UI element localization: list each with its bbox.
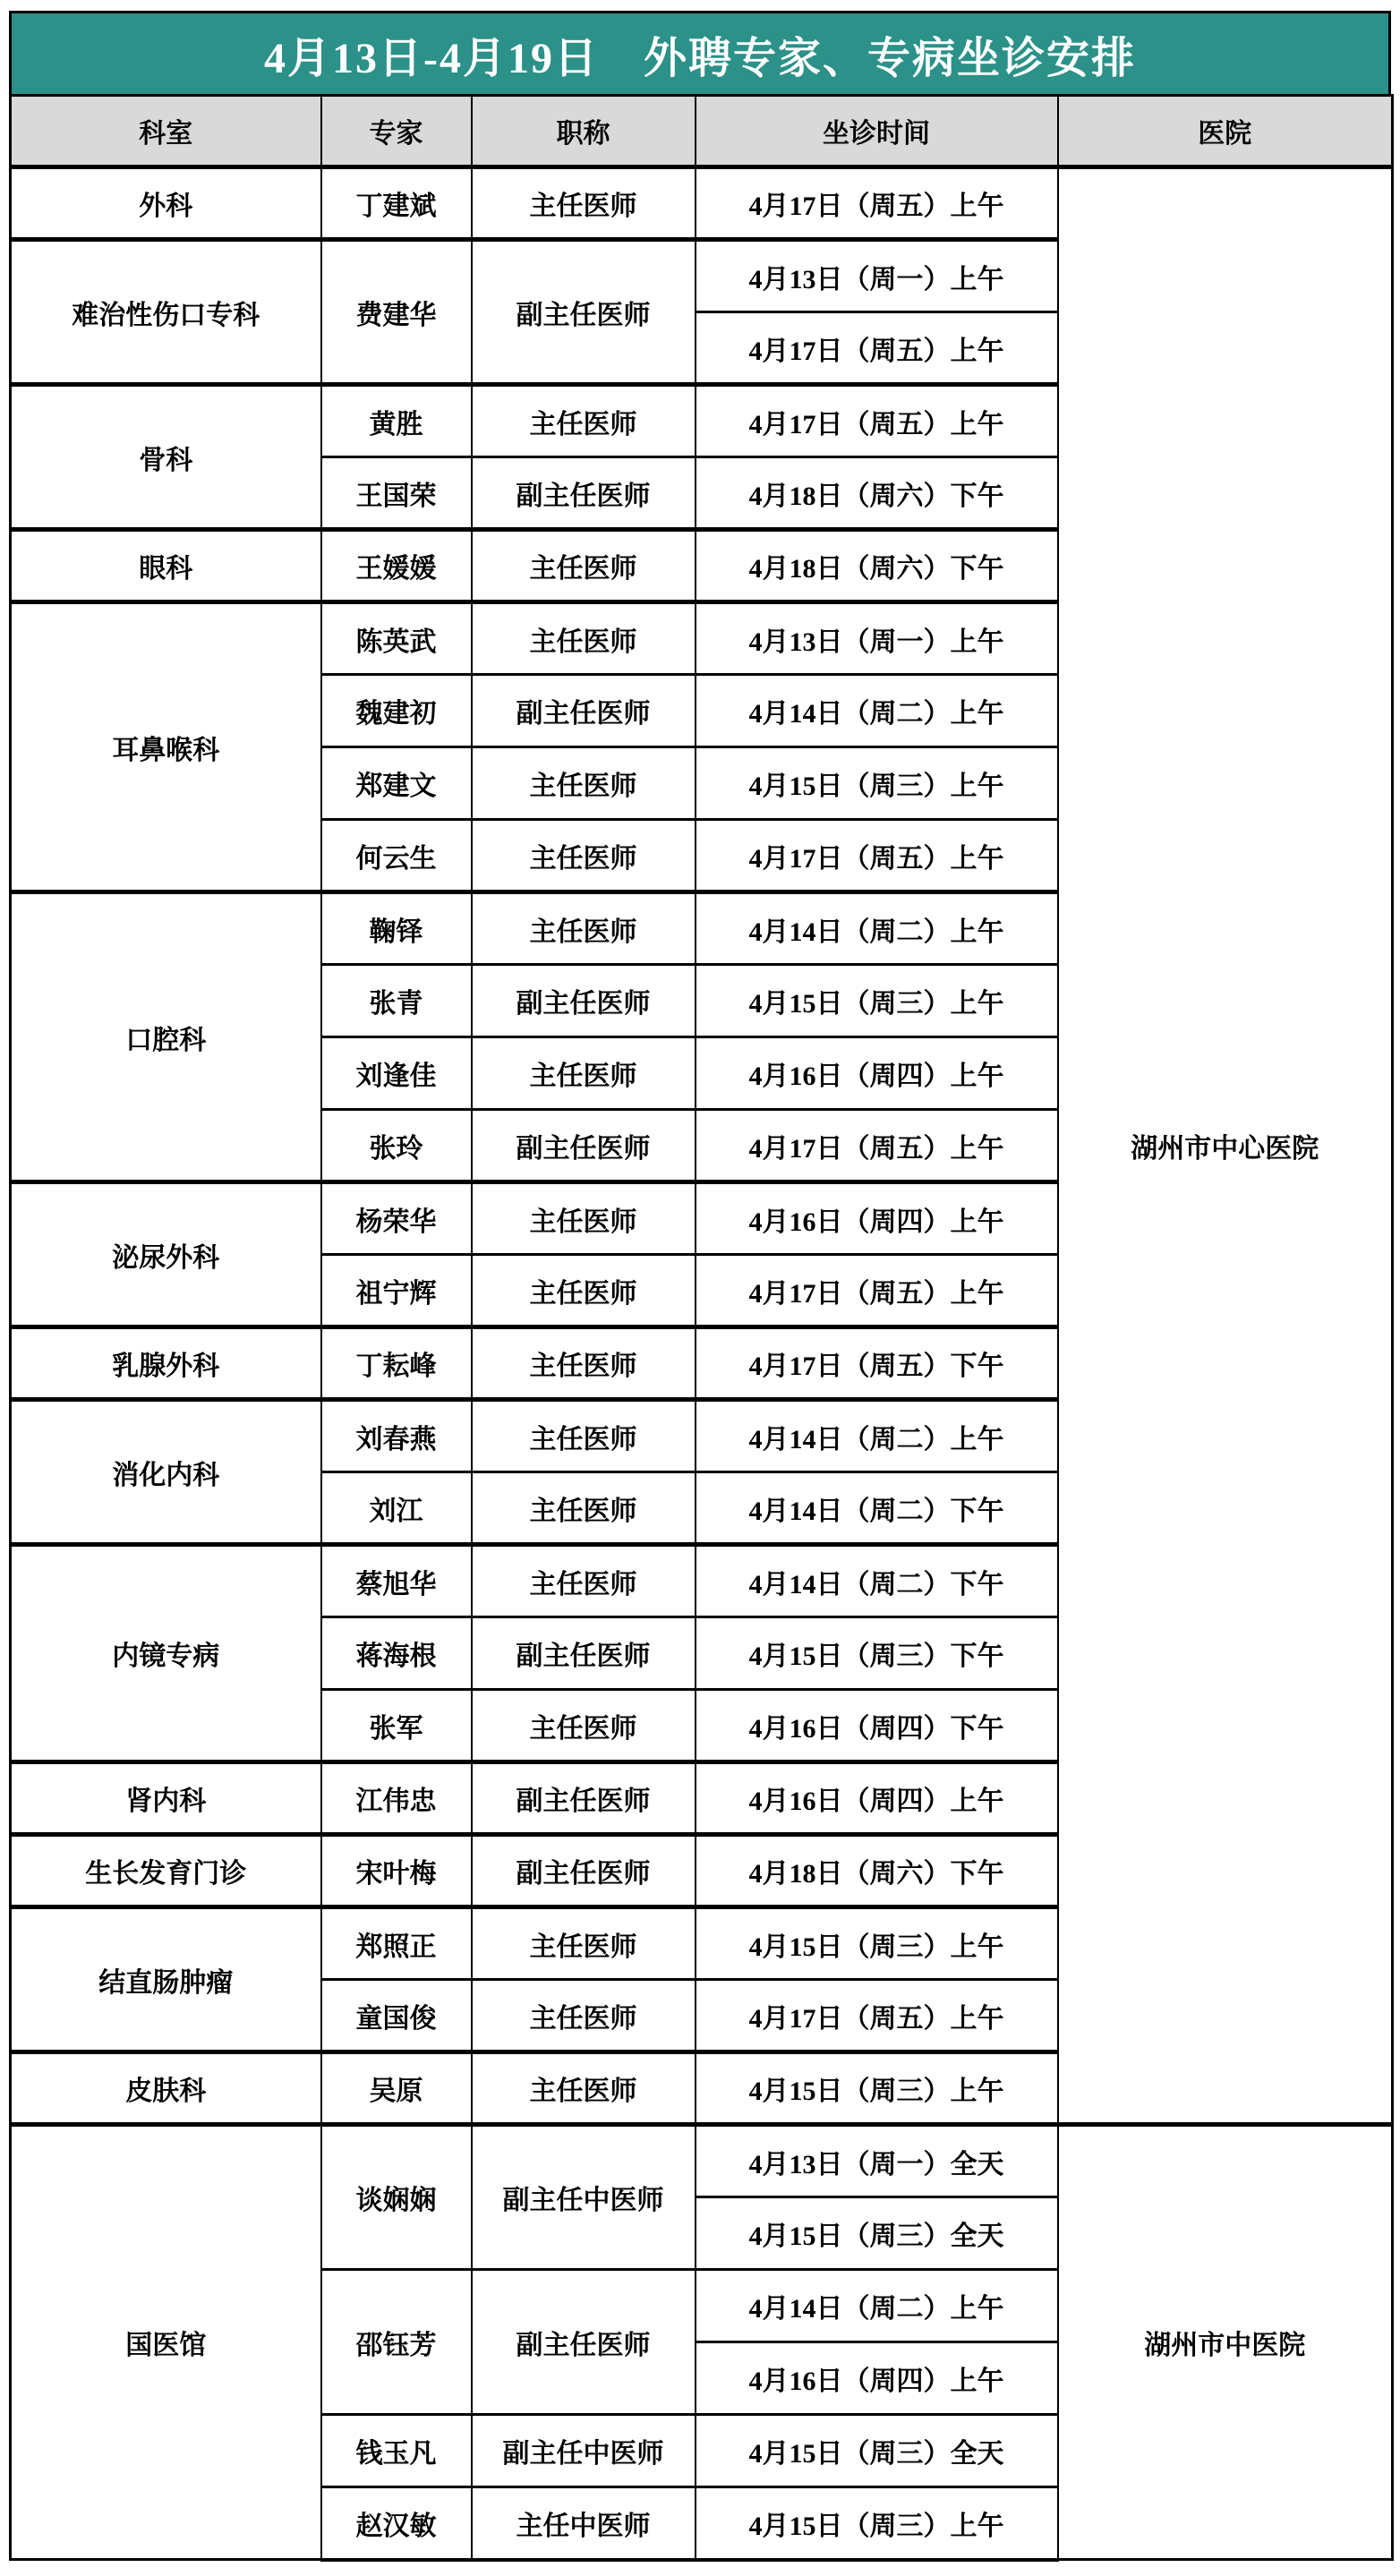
expert-cell: 赵汉敏 — [321, 2487, 472, 2560]
job-title-cell: 副主任医师 — [472, 1762, 696, 1835]
job-title-cell: 主任医师 — [472, 1400, 696, 1472]
job-title-cell: 副主任医师 — [472, 965, 696, 1037]
table-row — [11, 2125, 1393, 2197]
expert-cell: 丁耘峰 — [321, 1327, 472, 1400]
job-title-cell: 副主任医师 — [472, 1110, 696, 1182]
schedule-page — [9, 11, 1391, 2562]
time-cell: 4月15日（周三）全天 — [696, 2415, 1058, 2487]
expert-cell: 王媛媛 — [321, 530, 472, 602]
department-cell: 泌尿外科 — [11, 1182, 321, 1327]
department-cell: 难治性伤口专科 — [11, 240, 321, 385]
time-cell: 4月17日（周五）下午 — [696, 1327, 1058, 1400]
time-cell: 4月16日（周四）下午 — [696, 1690, 1058, 1762]
expert-cell: 吴原 — [321, 2052, 472, 2125]
department-cell: 国医馆 — [11, 2125, 321, 2560]
job-title-cell: 主任医师 — [472, 1472, 696, 1545]
time-cell: 4月17日（周五）上午 — [696, 1255, 1058, 1327]
time-cell: 4月17日（周五）上午 — [696, 312, 1058, 385]
expert-cell: 谈娴娴 — [321, 2125, 472, 2270]
time-cell: 4月15日（周三）上午 — [696, 1907, 1058, 1980]
time-cell: 4月14日（周二）上午 — [696, 1400, 1058, 1472]
time-cell: 4月15日（周三）下午 — [696, 1617, 1058, 1690]
job-title-cell: 主任医师 — [472, 167, 696, 240]
department-cell: 生长发育门诊 — [11, 1835, 321, 1907]
time-cell: 4月17日（周五）上午 — [696, 385, 1058, 457]
department-cell: 肾内科 — [11, 1762, 321, 1835]
page-title: 4月13日-4月19日 外聘专家、专病坐诊安排 — [9, 11, 1391, 94]
department-cell: 结直肠肿瘤 — [11, 1907, 321, 2052]
job-title-cell: 主任医师 — [472, 1327, 696, 1400]
job-title-cell: 主任医师 — [472, 530, 696, 602]
job-title-cell: 副主任中医师 — [472, 2415, 696, 2487]
expert-cell: 刘春燕 — [321, 1400, 472, 1472]
department-cell: 口腔科 — [11, 892, 321, 1182]
department-cell: 耳鼻喉科 — [11, 602, 321, 892]
department-cell: 皮肤科 — [11, 2052, 321, 2125]
department-cell: 骨科 — [11, 385, 321, 530]
expert-cell: 魏建初 — [321, 675, 472, 747]
time-cell: 4月13日（周一）上午 — [696, 240, 1058, 312]
job-title-cell: 主任医师 — [472, 1037, 696, 1110]
time-cell: 4月15日（周三）全天 — [696, 2197, 1058, 2270]
time-cell: 4月16日（周四）上午 — [696, 1182, 1058, 1255]
time-cell: 4月15日（周三）上午 — [696, 965, 1058, 1037]
job-title-cell: 主任医师 — [472, 1690, 696, 1762]
expert-cell: 祖宁辉 — [321, 1255, 472, 1327]
header-row — [11, 96, 1393, 167]
col-header-department: 科室 — [11, 96, 321, 167]
expert-cell: 张玲 — [321, 1110, 472, 1182]
job-title-cell: 副主任医师 — [472, 2270, 696, 2415]
department-cell: 乳腺外科 — [11, 1327, 321, 1400]
time-cell: 4月15日（周三）上午 — [696, 747, 1058, 820]
expert-cell: 费建华 — [321, 240, 472, 385]
department-cell: 内镜专病 — [11, 1545, 321, 1762]
table-row — [11, 167, 1393, 240]
table-body — [11, 167, 1393, 2560]
time-cell: 4月15日（周三）上午 — [696, 2487, 1058, 2560]
expert-cell: 何云生 — [321, 820, 472, 892]
expert-cell: 刘江 — [321, 1472, 472, 1545]
col-header-time: 坐诊时间 — [696, 96, 1058, 167]
time-cell: 4月17日（周五）上午 — [696, 167, 1058, 240]
time-cell: 4月17日（周五）上午 — [696, 1980, 1058, 2052]
expert-cell: 丁建斌 — [321, 167, 472, 240]
time-cell: 4月16日（周四）上午 — [696, 2342, 1058, 2415]
expert-cell: 郑照正 — [321, 1907, 472, 1980]
time-cell: 4月17日（周五）上午 — [696, 1110, 1058, 1182]
job-title-cell: 副主任医师 — [472, 240, 696, 385]
department-cell: 眼科 — [11, 530, 321, 602]
job-title-cell: 副主任医师 — [472, 1617, 696, 1690]
expert-cell: 鞠铎 — [321, 892, 472, 965]
job-title-cell: 主任医师 — [472, 2052, 696, 2125]
col-header-expert: 专家 — [321, 96, 472, 167]
time-cell: 4月14日（周二）上午 — [696, 675, 1058, 747]
job-title-cell: 主任医师 — [472, 1255, 696, 1327]
expert-cell: 张军 — [321, 1690, 472, 1762]
job-title-cell: 副主任医师 — [472, 1835, 696, 1907]
expert-cell: 黄胜 — [321, 385, 472, 457]
time-cell: 4月16日（周四）上午 — [696, 1762, 1058, 1835]
time-cell: 4月15日（周三）上午 — [696, 2052, 1058, 2125]
job-title-cell: 主任医师 — [472, 747, 696, 820]
hospital-cell: 湖州市中医院 — [1058, 2125, 1393, 2560]
job-title-cell: 主任医师 — [472, 1907, 696, 1980]
time-cell: 4月13日（周一）上午 — [696, 602, 1058, 675]
expert-cell: 陈英武 — [321, 602, 472, 675]
time-cell: 4月14日（周二）上午 — [696, 892, 1058, 965]
hospital-cell: 湖州市中心医院 — [1058, 167, 1393, 2125]
expert-cell: 王国荣 — [321, 457, 472, 530]
department-cell: 消化内科 — [11, 1400, 321, 1545]
time-cell: 4月17日（周五）上午 — [696, 820, 1058, 892]
department-cell: 外科 — [11, 167, 321, 240]
job-title-cell: 主任中医师 — [472, 2487, 696, 2560]
col-header-hospital: 医院 — [1058, 96, 1393, 167]
time-cell: 4月14日（周二）下午 — [696, 1472, 1058, 1545]
job-title-cell: 主任医师 — [472, 1980, 696, 2052]
expert-cell: 童国俊 — [321, 1980, 472, 2052]
schedule-table — [9, 94, 1394, 2562]
table-header — [11, 96, 1393, 167]
job-title-cell: 副主任医师 — [472, 675, 696, 747]
expert-cell: 钱玉凡 — [321, 2415, 472, 2487]
expert-cell: 刘逢佳 — [321, 1037, 472, 1110]
expert-cell: 张青 — [321, 965, 472, 1037]
expert-cell: 江伟忠 — [321, 1762, 472, 1835]
job-title-cell: 主任医师 — [472, 385, 696, 457]
time-cell: 4月13日（周一）全天 — [696, 2125, 1058, 2197]
expert-cell: 蔡旭华 — [321, 1545, 472, 1617]
job-title-cell: 主任医师 — [472, 602, 696, 675]
expert-cell: 郑建文 — [321, 747, 472, 820]
expert-cell: 蒋海根 — [321, 1617, 472, 1690]
expert-cell: 杨荣华 — [321, 1182, 472, 1255]
time-cell: 4月18日（周六）下午 — [696, 530, 1058, 602]
time-cell: 4月18日（周六）下午 — [696, 457, 1058, 530]
job-title-cell: 主任医师 — [472, 1545, 696, 1617]
job-title-cell: 主任医师 — [472, 892, 696, 965]
job-title-cell: 主任医师 — [472, 1182, 696, 1255]
job-title-cell: 副主任医师 — [472, 457, 696, 530]
time-cell: 4月14日（周二）上午 — [696, 2270, 1058, 2342]
time-cell: 4月14日（周二）下午 — [696, 1545, 1058, 1617]
time-cell: 4月16日（周四）上午 — [696, 1037, 1058, 1110]
col-header-job-title: 职称 — [472, 96, 696, 167]
job-title-cell: 副主任中医师 — [472, 2125, 696, 2270]
expert-cell: 邵钰芳 — [321, 2270, 472, 2415]
expert-cell: 宋叶梅 — [321, 1835, 472, 1907]
time-cell: 4月18日（周六）下午 — [696, 1835, 1058, 1907]
job-title-cell: 主任医师 — [472, 820, 696, 892]
